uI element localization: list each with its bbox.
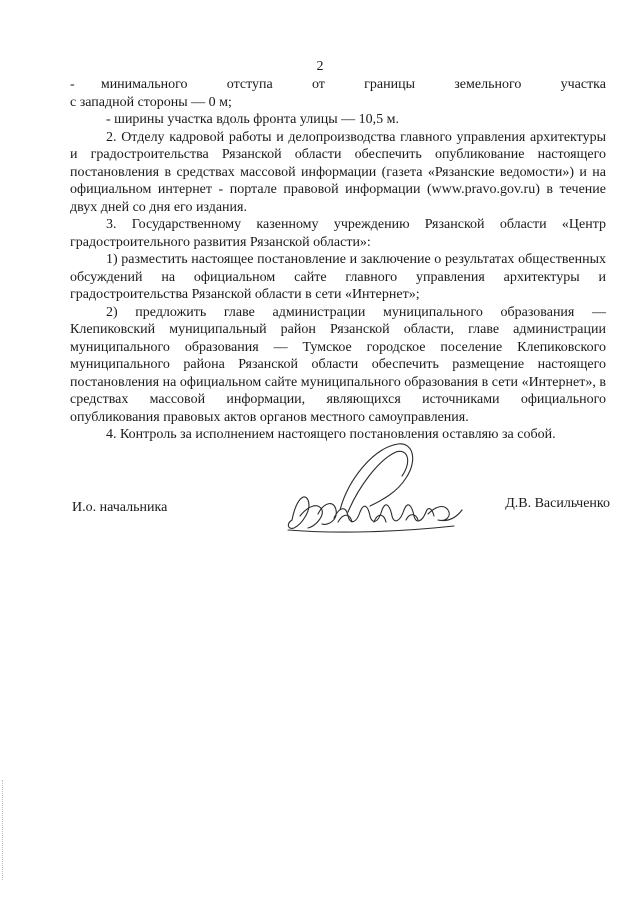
handwritten-signature <box>278 440 468 540</box>
scan-edge-mark <box>2 780 4 880</box>
paragraph-clause-3-2: 2) предложить главе администрации муниципального образования — Клепиковский муниципальный район Рязанской области, главе администрации муниципального образования — Тумское городское поселение Клепиковского муниципального района Рязанской области обеспечить размещение настоящего постановления на официальном сайте муниципального образования в сети «Интернет», в средствах массовой информации, являющихся источниками официального опубликования правовых актов органов местного самоуправления. <box>70 304 606 425</box>
signatory-name: Д.В. Васильченко <box>505 496 610 511</box>
paragraph-clause-4: 4. Контроль за исполнением настоящего постановления оставляю за собой. <box>106 427 556 442</box>
paragraph-clause-3: 3. Государственному казенному учреждению Рязанской области «Центр градостроительного развития Рязанской области»: <box>70 217 606 250</box>
paragraph-item-3: - ширины участка вдоль фронта улицы — 10,5 м. <box>106 112 399 127</box>
page-number: 2 <box>316 59 324 74</box>
paragraph-clause-2: 2. Отделу кадровой работы и делопроизводства главного управления архитектуры и градостроительства Рязанской области обеспечить опубликование настоящего постановления в средствах массовой информации (газета «Рязанские ведомости») и на официальном интернет - портале правовой информации (www.pravo.gov.ru) в течение двух дней со дня его издания. <box>70 129 606 215</box>
paragraph-clause-3-1: 1) разместить настоящее постановление и заключение о результатах общественных обсуждений на официальном сайте главного управления архитектуры и градостроительства Рязанской области в сети «Интернет»; <box>70 252 606 302</box>
paragraph-item-2: с западной стороны — 0 м; <box>70 94 232 110</box>
paragraph-item-1: - минимального отступа от границы земельного участка <box>70 77 606 92</box>
document-body <box>70 76 606 444</box>
signatory-title: И.о. начальника <box>72 500 168 515</box>
